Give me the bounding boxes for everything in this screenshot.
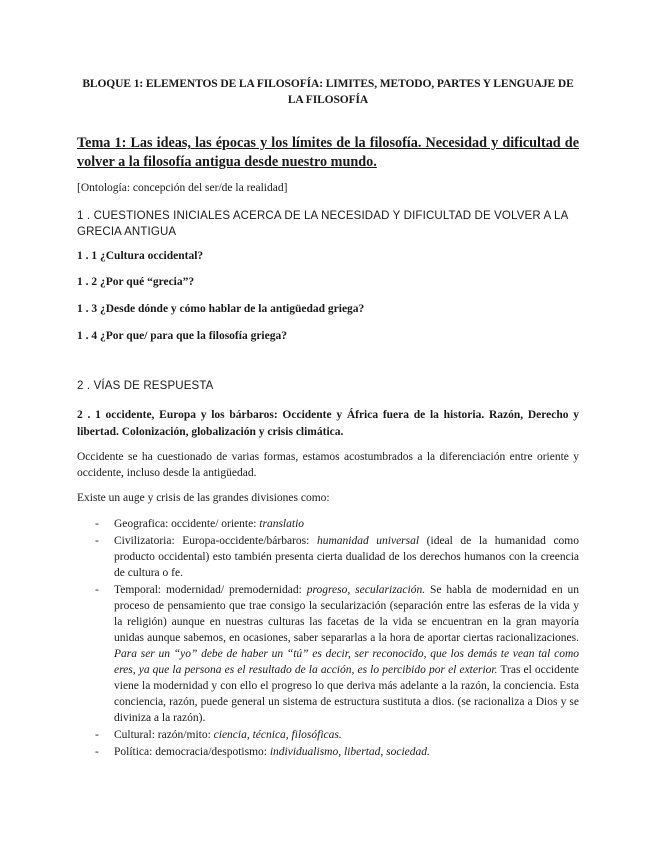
question-1-1: 1 . 1 ¿Cultura occidental? bbox=[77, 250, 204, 262]
paragraph-auge: Existe un auge y crisis de las grandes divisiones como: bbox=[77, 492, 330, 504]
paragraph-occidente: Occidente se ha cuestionado de varias formas, estamos acostumbrados a la diferenciación entre oriente y occidente, incluso desde la antigüedad. bbox=[77, 451, 579, 479]
list-item: - Cultural: razón/mito: ciencia, técnica, filosóficas. bbox=[95, 729, 342, 741]
divisions-list bbox=[77, 516, 579, 761]
ontologia-note: [Ontología: concepción del ser/de la realidad] bbox=[77, 182, 288, 194]
section2-heading: 2 . VÍAS DE RESPUESTA bbox=[77, 380, 214, 392]
subsection-2-1-heading: 2 . 1 occidente, Europa y los bárbaros: Occidente y África fuera de la historia. Razón, Derecho y libertad. Colonización, globalización y crisis climática. bbox=[77, 409, 579, 438]
list-item: - Civilizatoria: Europa-occidente/bárbaros: humanidad universal (ideal de la humanidad como producto occidental) esto también presenta cierta dualidad de los derechos humanos con la creencia de cultura o fe. bbox=[95, 535, 579, 579]
block-title: BLOQUE 1: ELEMENTOS DE LA FILOSOFÍA: LIMITES, METODO, PARTES Y LENGUAJE DE LA FILOSOFÍA bbox=[82, 78, 574, 106]
list-item: - Temporal: modernidad/ premodernidad: progreso, secularización. Se habla de modernidad en un proceso de pensamiento que trae consigo la secularización (separación entre las esferas de la vida y la religión) aunque en nuestras culturas las facetas de la vida se encuentran en la gran mayoría unidas aunque sabemos, en ocasiones, saber separarlas a la hora de aportar ciertas racionalizaciones. Para ser un “yo” debe de haber un “tú” es decir, ser reconocido, que los demás te vean tal como eres, ya que la persona es el resultado de la acción, es lo percibido por el exterior. Tras el occidente viene la modernidad y con ello el progreso lo que deriva más adelante a la razón, la conciencia. Esta conciencia, razón, puede general un sistema de estructura sustituta a dios. (se racionaliza a Dios y se diviniza a la razón). bbox=[95, 584, 579, 724]
list-item: - Geografica: occidente/ oriente: translatio bbox=[95, 518, 305, 530]
question-1-4: 1 . 4 ¿Por que/ para que la filosofía griega? bbox=[77, 330, 287, 342]
list-item: - Política: democracia/despotismo: individualismo, libertad, sociedad. bbox=[95, 746, 430, 758]
question-1-2: 1 . 2 ¿Por qué “grecia”? bbox=[77, 276, 195, 288]
question-1-3: 1 . 3 ¿Desde dónde y cómo hablar de la antigüedad griega? bbox=[77, 303, 365, 315]
tema-title: Tema 1: Las ideas, las épocas y los límites de la filosofía. Necesidad y dificultad de volver a la filosofía antigua desde nuestro mundo. bbox=[77, 135, 579, 170]
section1-heading: 1 . CUESTIONES INICIALES ACERCA DE LA NECESIDAD Y DIFICULTAD DE VOLVER A LA GRECIA ANTIGUA bbox=[77, 210, 568, 238]
